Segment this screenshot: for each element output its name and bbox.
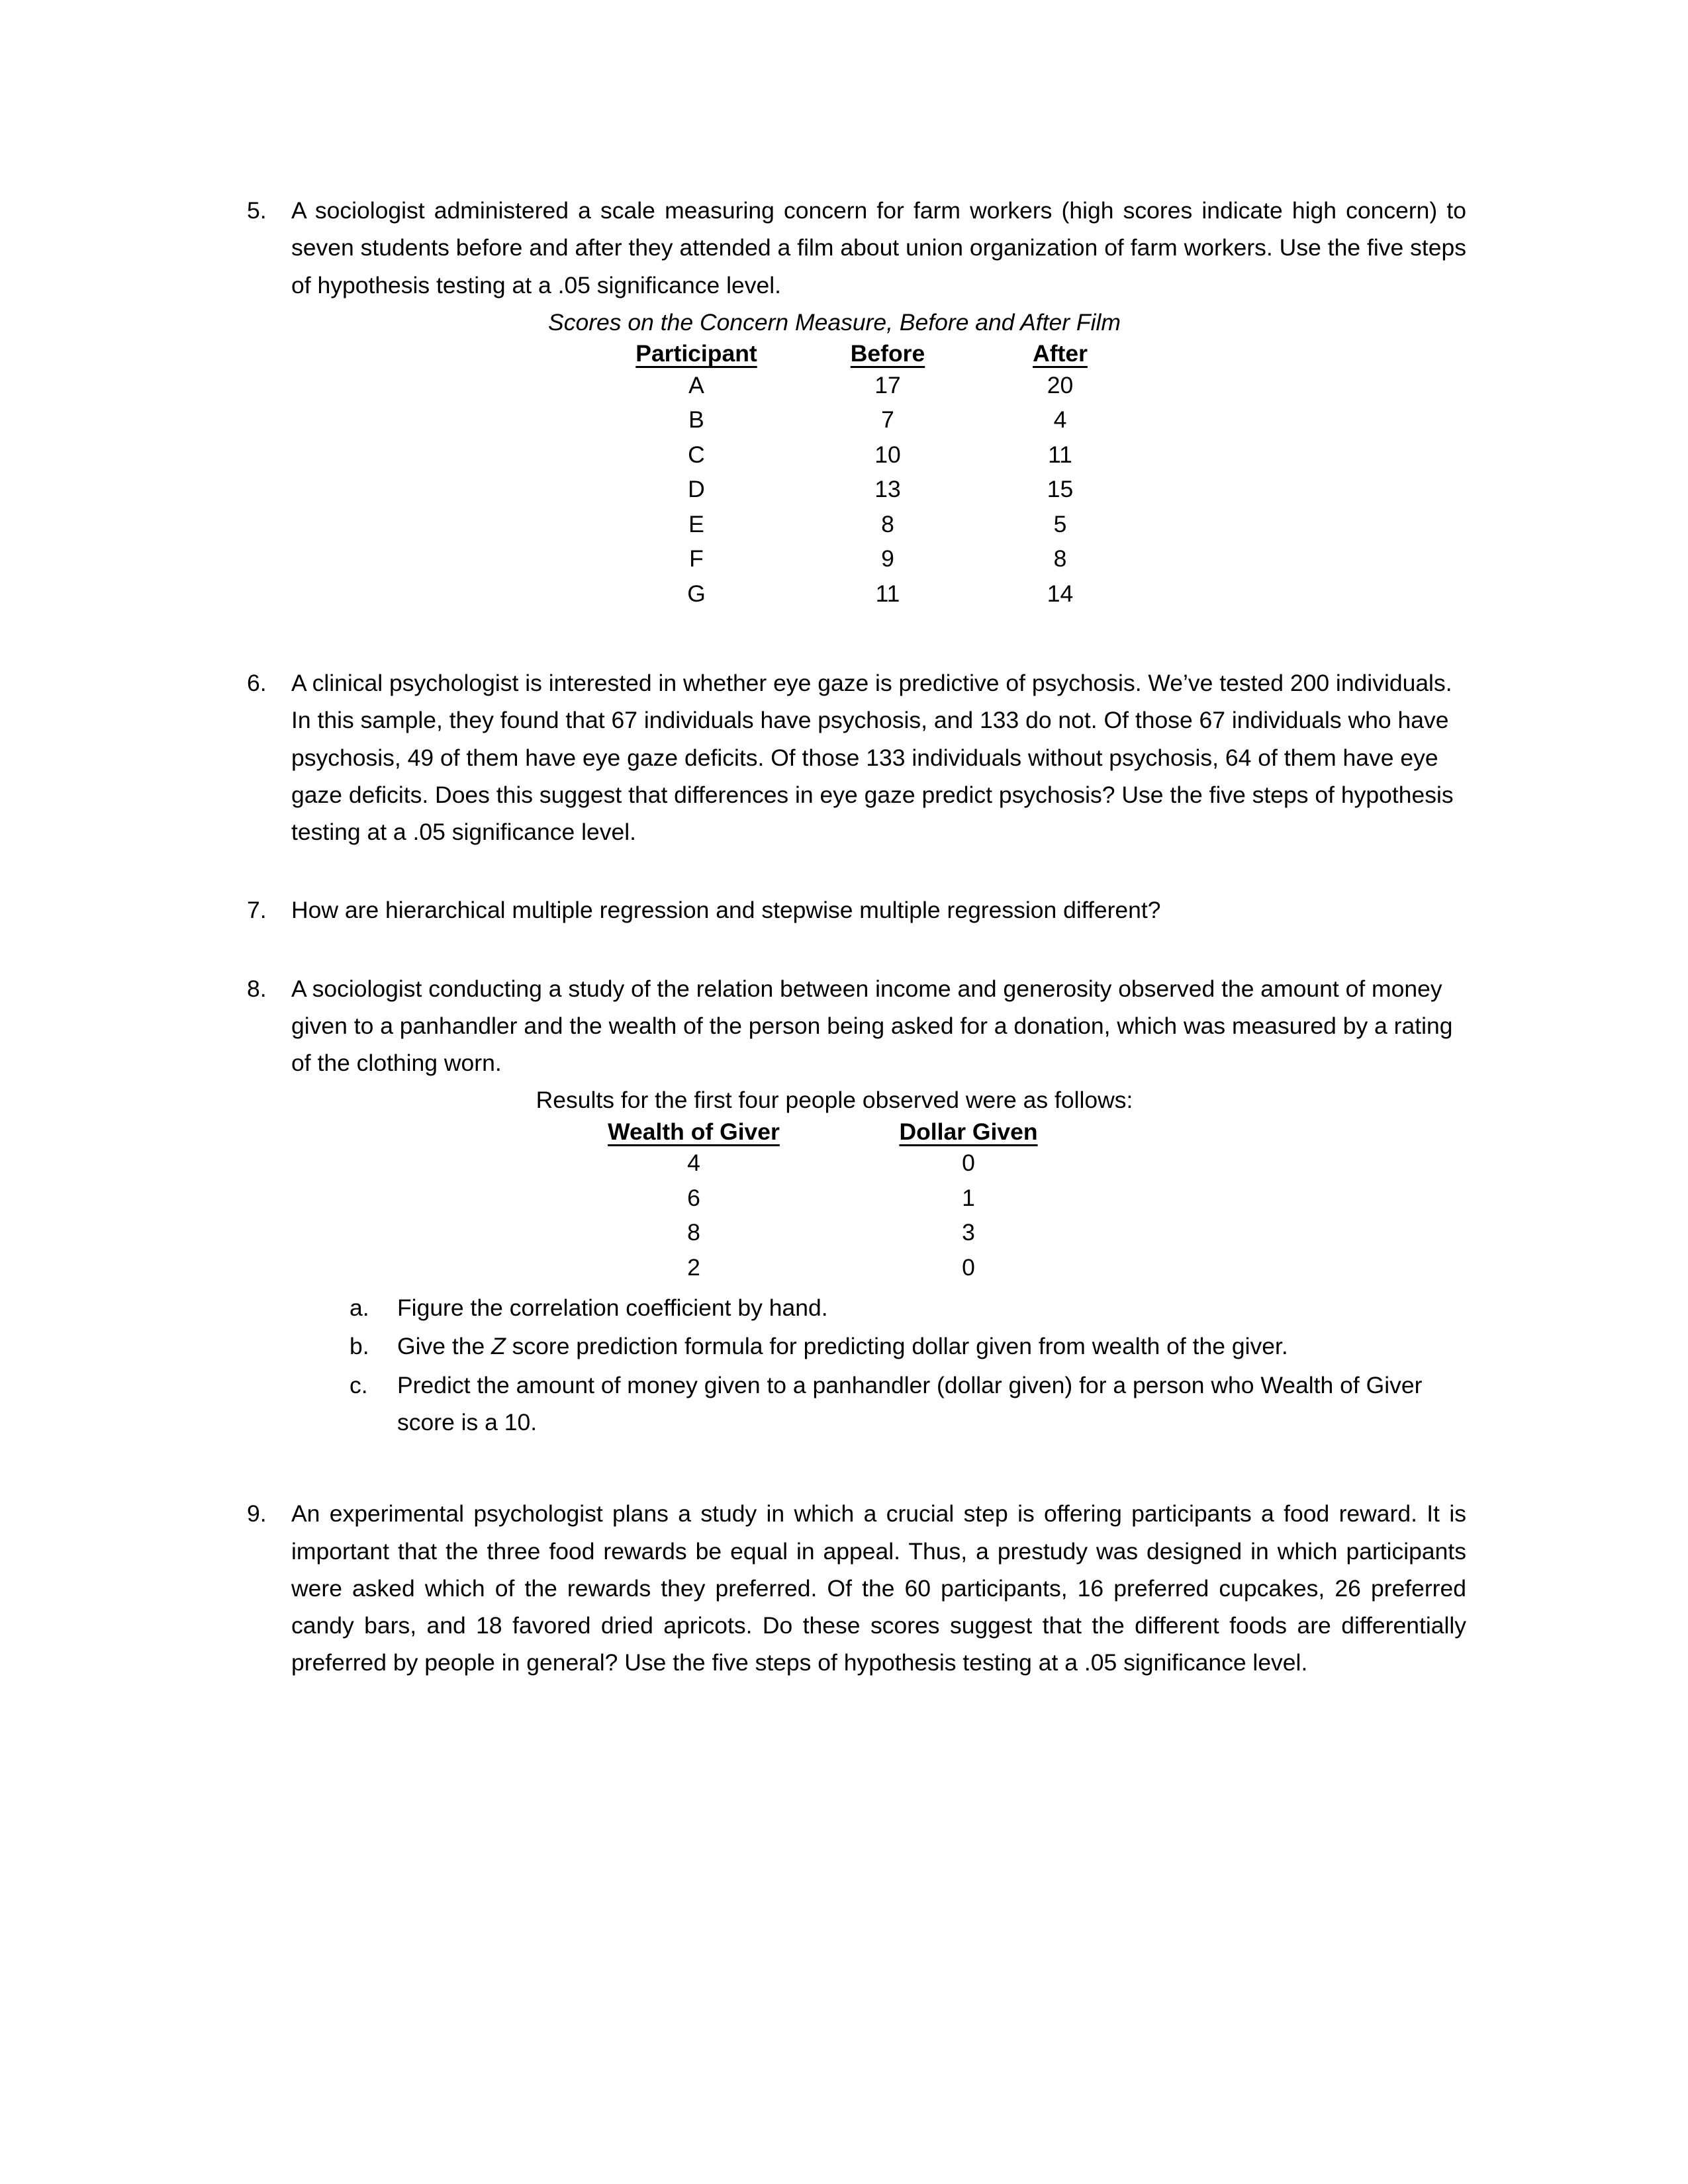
cell-after: 20 — [1047, 371, 1074, 398]
sub-question-letter-b: b. — [350, 1333, 369, 1360]
cell-after: 8 — [1053, 545, 1067, 572]
cell-participant: G — [687, 580, 706, 607]
cell-after: 11 — [1048, 441, 1072, 468]
table-row — [608, 403, 1118, 438]
question-item-5 — [247, 192, 1466, 304]
cell-before: 10 — [874, 441, 901, 468]
question-item-8 — [247, 970, 1466, 1082]
table-header-row — [608, 341, 1118, 369]
cell-participant: F — [689, 545, 704, 572]
cell-dollar: 1 — [962, 1184, 975, 1211]
question-item-6 — [247, 664, 1466, 850]
table-row — [608, 369, 1118, 404]
question-text-8: A sociologist conducting a study of the relation between income and generosity observed the amount of money given to a panhandler and the wealth of the person being asked for a donation, which was measured by a rating of the clothing worn. — [291, 975, 1453, 1077]
cell-participant: A — [688, 371, 704, 398]
question-number-8: 8. — [247, 975, 267, 1002]
column-header-participant: Participant — [635, 340, 757, 367]
cell-after: 4 — [1053, 406, 1067, 433]
cell-participant: D — [688, 476, 705, 503]
question-text-9: An experimental psychologist plans a study in which a crucial step is offering participants a food reward. It is important that the three food rewards be equal in appeal. Thus, a prestudy was designed in which participants were asked which of the rewards they preferred. Of the 60 participants, 16 preferred cupcakes, 26 preferred candy bars, and 18 favored dried apricots. Do these scores suggest that the different foods are differentially preferred by people in general? Use the five steps of hypothesis testing at a .05 significance level. — [291, 1500, 1466, 1676]
cell-before: 13 — [874, 476, 901, 503]
question-text-7: How are hierarchical multiple regression and stepwise multiple regression different? — [291, 897, 1161, 924]
table-row — [608, 473, 1118, 508]
cell-before: 11 — [875, 580, 900, 607]
column-header-after: After — [1033, 340, 1088, 367]
cell-participant: C — [688, 441, 705, 468]
column-header-before: Before — [850, 340, 925, 367]
table-row — [588, 1181, 1058, 1216]
question-item-9 — [247, 1495, 1466, 1681]
cell-wealth: 4 — [687, 1150, 700, 1177]
cell-before: 17 — [874, 371, 901, 398]
cell-dollar: 3 — [962, 1219, 975, 1246]
table-row — [588, 1216, 1058, 1251]
cell-before: 7 — [881, 406, 894, 433]
question-list — [247, 192, 1466, 1682]
cell-after: 5 — [1053, 510, 1067, 537]
cell-dollar: 0 — [962, 1150, 975, 1177]
table-row — [608, 438, 1118, 473]
cell-participant: E — [688, 510, 704, 537]
wealth-table — [588, 1119, 1058, 1286]
cell-after: 14 — [1047, 580, 1074, 607]
section-spacer — [247, 612, 1466, 664]
cell-participant: B — [688, 406, 704, 433]
wealth-table-lead-in: Results for the first four people observed were as follows: — [536, 1087, 1133, 1114]
question-number-5: 5. — [247, 197, 267, 224]
table-row — [608, 542, 1118, 577]
sub-question-text-c: Predict the amount of money given to a panhandler (dollar given) for a person who Wealth of Giver score is a 10. — [397, 1371, 1423, 1436]
sub-question-list — [247, 1289, 1466, 1441]
cell-after: 15 — [1047, 476, 1074, 503]
cell-wealth: 8 — [687, 1219, 700, 1246]
table-row — [588, 1251, 1058, 1286]
scores-table — [608, 341, 1118, 612]
column-header-wealth-of-giver: Wealth of Giver — [608, 1118, 780, 1145]
cell-before: 8 — [881, 510, 894, 537]
scores-table-caption: Scores on the Concern Measure, Before and After Film — [548, 308, 1121, 336]
question-text-5: A sociologist administered a scale measuring concern for farm workers (high scores indicate high concern) to seven students before and after they attended a film about union organization of farm workers. Use the five steps of hypothesis testing at a .05 significance level. — [291, 197, 1466, 298]
sub-question-item-b — [247, 1328, 1466, 1365]
section-spacer — [247, 1442, 1466, 1495]
sub-question-text-b-part1: Give the — [397, 1333, 492, 1360]
cell-wealth: 2 — [687, 1253, 700, 1281]
sub-question-text-b-part2: score prediction formula for predicting dollar given from wealth of the giver. — [505, 1333, 1288, 1360]
column-header-dollar-given: Dollar Given — [899, 1118, 1038, 1145]
sub-question-letter-c: c. — [350, 1371, 368, 1398]
sub-question-text-b — [397, 1328, 1466, 1365]
question-number-6: 6. — [247, 670, 267, 697]
sub-question-italic-z: Z — [491, 1333, 506, 1360]
sub-question-item-a — [247, 1289, 1466, 1326]
question-number-9: 9. — [247, 1500, 267, 1527]
question-number-7: 7. — [247, 897, 267, 924]
sub-question-item-c — [247, 1367, 1466, 1441]
question-text-6: A clinical psychologist is interested in whether eye gaze is predictive of psychosis. We’ve tested 200 individuals. In this sample, they found that 67 individuals have psychosis, and 133 do not. Of those 67 individuals who have psychosis, 49 of them have eye gaze deficits. Of those 133 individuals without psychosis, 64 of them have eye gaze deficits. Does this suggest that differences in eye gaze predict psychosis? Use the five steps of hypothesis testing at a .05 significance level. — [291, 670, 1454, 846]
sub-question-letter-a: a. — [350, 1295, 369, 1322]
cell-before: 9 — [881, 545, 894, 572]
table-row — [588, 1146, 1058, 1181]
cell-dollar: 0 — [962, 1253, 975, 1281]
cell-wealth: 6 — [687, 1184, 700, 1211]
table-row — [608, 577, 1118, 612]
table-row — [608, 508, 1118, 543]
question-item-7 — [247, 891, 1466, 929]
sub-question-text-a: Figure the correlation coefficient by hand. — [397, 1295, 828, 1322]
table-header-row — [588, 1119, 1058, 1147]
